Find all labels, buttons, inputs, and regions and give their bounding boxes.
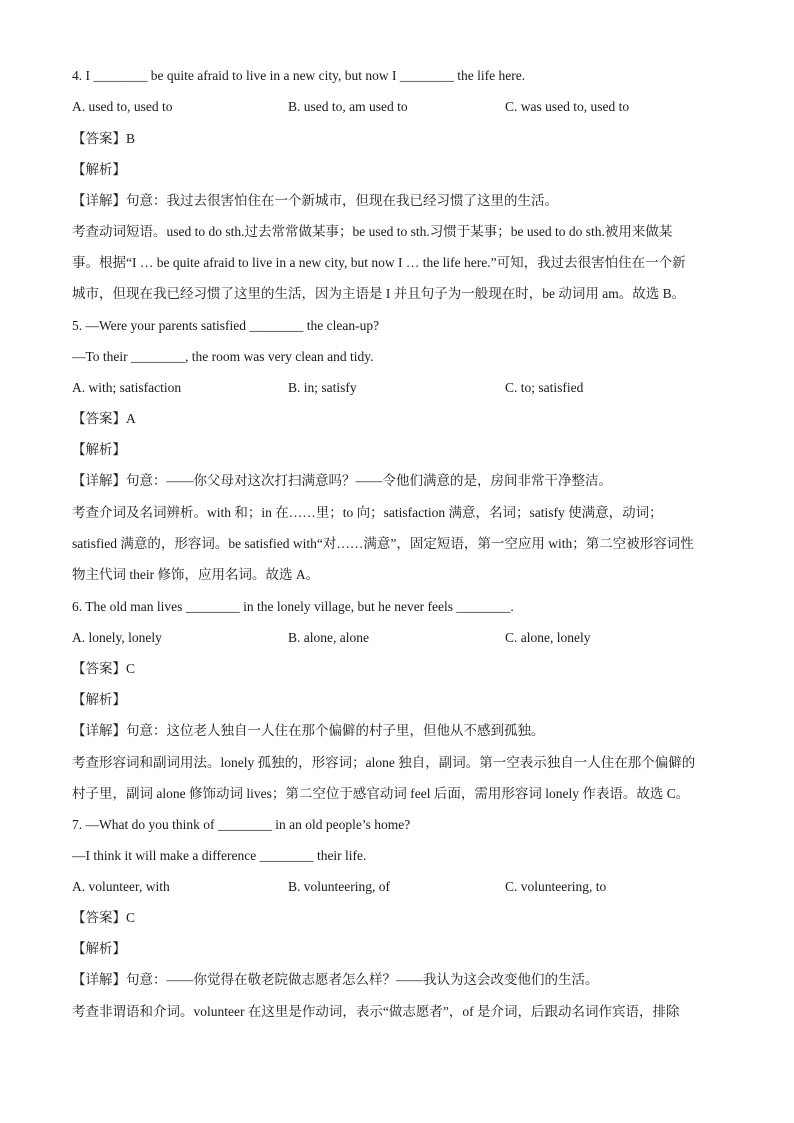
question-5-explain-line: satisfied 满意的，形容词。be satisfied with“对……满意”，固定短语，第一空应用 with；第二空被形容词性 xyxy=(72,536,694,551)
question-6-explain-line: 考查形容词和副词用法。lonely 孤独的，形容词；alone 独自，副词。第一空表示独自一人住在那个偏僻的 xyxy=(72,755,696,770)
question-4-analysis-label: 【解析】 xyxy=(72,162,126,177)
question-4-option-a: A. used to, used to xyxy=(72,99,173,114)
question-6-option-b: B. alone, alone xyxy=(288,630,369,645)
question-4-explain-line: 事。根据“I … be quite afraid to live in a new city, but now I … the life here.”可知，我过去很害怕住在一个新 xyxy=(72,255,686,270)
question-5-option-b: B. in; satisfy xyxy=(288,380,357,395)
question-7-option-b: B. volunteering, of xyxy=(288,879,390,894)
question-6-detail: 【详解】句意：这位老人独自一人住在那个偏僻的村子里，但他从不感到孤独。 xyxy=(72,723,545,738)
question-5-detail: 【详解】句意：——你父母对这次打扫满意吗？——令他们满意的是，房间非常干净整洁。 xyxy=(72,473,612,488)
question-4-detail: 【详解】句意：我过去很害怕住在一个新城市，但现在我已经习惯了这里的生活。 xyxy=(72,193,558,208)
question-6-analysis-label: 【解析】 xyxy=(72,692,126,707)
question-5-stem: 5. —Were your parents satisfied ________ the clean-up? xyxy=(72,318,380,333)
question-5-explain-line: 考查介词及名词辨析。with 和；in 在……里；to 向；satisfaction 满意，名词；satisfy 使满意，动词； xyxy=(72,505,663,520)
question-5-option-a: A. with; satisfaction xyxy=(72,380,182,395)
question-4-explain-line: 城市，但现在我已经习惯了这里的生活，因为主语是 I 并且句子为一般现在时，be 动词用 am。故选 B。 xyxy=(72,286,686,301)
question-4-option-c: C. was used to, used to xyxy=(505,99,630,114)
question-7-option-a: A. volunteer, with xyxy=(72,879,170,894)
question-4-option-b: B. used to, am used to xyxy=(288,99,408,114)
question-7-stem-reply: —I think it will make a difference ________ their life. xyxy=(72,848,367,863)
question-7-detail: 【详解】句意：——你觉得在敬老院做志愿者怎么样？——我认为这会改变他们的生活。 xyxy=(72,972,599,987)
question-6-stem: 6. The old man lives ________ in the lonely village, but he never feels ________. xyxy=(72,599,514,614)
question-4-explain-line: 考查动词短语。used to do sth.过去常常做某事；be used to sth.习惯于某事；be used to do sth.被用来做某 xyxy=(72,224,673,239)
question-7-explain-line: 考查非谓语和介词。volunteer 在这里是作动词，表示“做志愿者”，of 是介词，后跟动名词作宾语，排除 xyxy=(72,1004,680,1019)
question-6-option-a: A. lonely, lonely xyxy=(72,630,162,645)
question-5-explain-line: 物主代词 their 修饰，应用名词。故选 A。 xyxy=(72,567,320,582)
question-5-stem-reply: —To their ________, the room was very clean and tidy. xyxy=(72,349,374,364)
question-6-option-c: C. alone, lonely xyxy=(505,630,591,645)
question-5-option-c: C. to; satisfied xyxy=(505,380,584,395)
question-4-answer: 【答案】B xyxy=(72,131,136,146)
question-5-answer: 【答案】A xyxy=(72,411,136,426)
question-7-analysis-label: 【解析】 xyxy=(72,941,126,956)
question-7-stem: 7. —What do you think of ________ in an old people’s home? xyxy=(72,817,411,832)
question-7-option-c: C. volunteering, to xyxy=(505,879,607,894)
question-7-answer: 【答案】C xyxy=(72,910,136,925)
question-4-stem: 4. I ________ be quite afraid to live in a new city, but now I ________ the life here. xyxy=(72,68,526,83)
question-6-answer: 【答案】C xyxy=(72,661,136,676)
question-5-analysis-label: 【解析】 xyxy=(72,442,126,457)
question-6-explain-line: 村子里，副词 alone 修饰动词 lives；第二空位于感官动词 feel 后面，需用形容词 lonely 作表语。故选 C。 xyxy=(72,786,690,801)
